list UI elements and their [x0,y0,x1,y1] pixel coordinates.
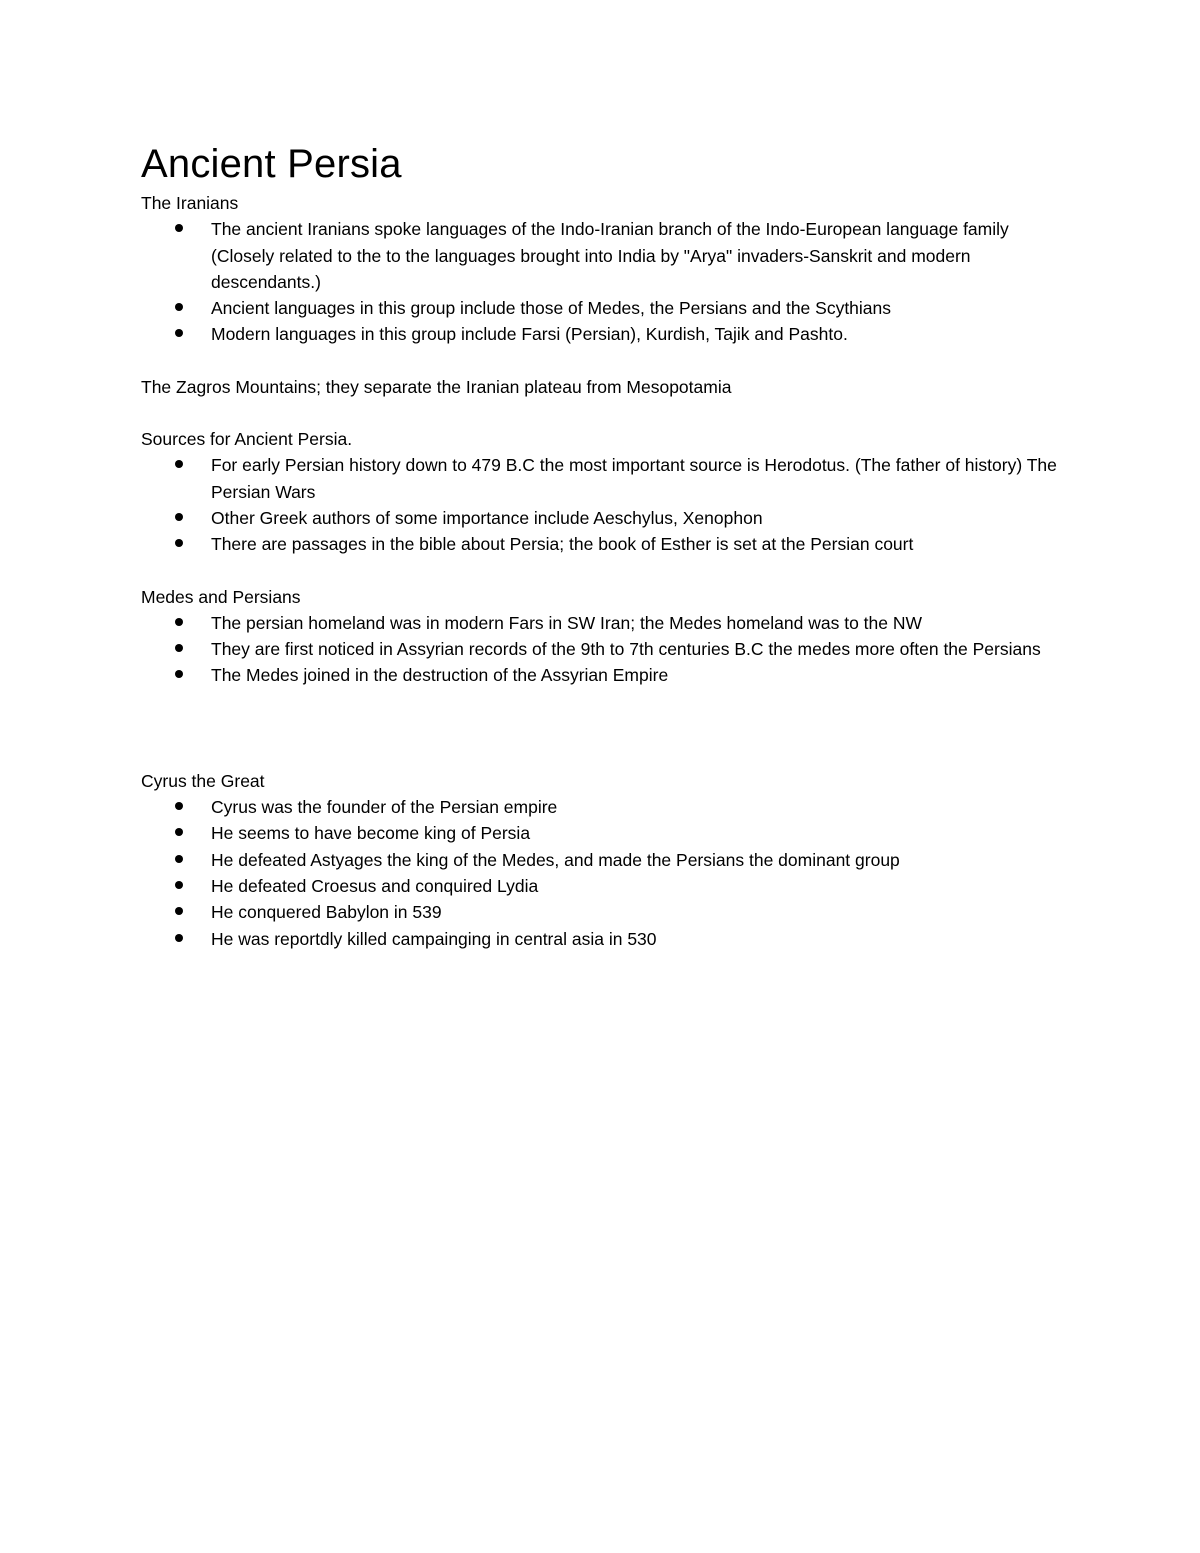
list-item [141,662,1071,688]
list-item-text: The Medes joined in the destruction of the Assyrian Empire [211,665,669,686]
blank-line [141,348,1071,374]
list-item-text: He defeated Croesus and conquired Lydia [211,875,539,896]
bullet-icon [175,460,183,468]
bullet-icon [175,513,183,521]
list-item-text: He seems to have become king of Persia [211,823,531,844]
list-item-text: He was reportdly killed campainging in central asia in 530 [211,928,657,949]
list-item-text: Ancient languages in this group include those of Medes, the Persians and the Scythians [211,298,892,319]
list-item-text: Modern languages in this group include Farsi (Persian), Kurdish, Tajik and Pashto. [211,324,848,345]
bullet-icon [175,618,183,626]
bullet-icon [175,329,183,337]
section-heading: Medes and Persians [141,586,301,607]
list-item [141,926,1071,952]
section-sources [141,426,1071,557]
blank-line [141,400,1071,426]
bullet-icon [175,644,183,652]
bullet-icon [175,907,183,915]
bullet-icon [175,934,183,942]
bullet-list [141,452,1071,557]
list-item-text: For early Persian history down to 479 B.C the most important source is Herodotus. (The father of history) The Persian Wars [211,455,1057,502]
list-item [141,452,1071,505]
blank-line [141,558,1071,584]
zagros-paragraph: The Zagros Mountains; they separate the Iranian plateau from Mesopotamia [141,376,732,397]
list-item-text: The persian homeland was in modern Fars in SW Iran; the Medes homeland was to the NW [211,612,923,633]
list-item-text: He defeated Astyages the king of the Medes, and made the Persians the dominant group [211,849,900,870]
list-item [141,295,1071,321]
list-item [141,610,1071,636]
bullet-icon [175,303,183,311]
bullet-list [141,794,1071,952]
list-item-text: They are first noticed in Assyrian records of the 9th to 7th centuries B.C the medes more often the Persians [211,639,1041,660]
bullet-list [141,610,1071,689]
section-cyrus [141,768,1071,952]
section-heading: Cyrus the Great [141,770,265,791]
blank-lines [141,689,1071,768]
section-iranians [141,190,1071,348]
document-body [141,138,1071,952]
bullet-icon [175,670,183,678]
document-title: Ancient Persia [141,142,402,186]
list-item [141,531,1071,557]
list-item [141,505,1071,531]
section-heading: The Iranians [141,193,239,213]
section-heading: Sources for Ancient Persia. [141,429,353,450]
list-item [141,794,1071,820]
list-item-text: There are passages in the bible about Persia; the book of Esther is set at the Persian court [211,534,914,555]
bullet-list [141,216,1071,347]
list-item [141,873,1071,899]
bullet-icon [175,224,183,232]
list-item [141,216,1071,295]
bullet-icon [175,802,183,810]
list-item [141,847,1071,873]
list-item-text: The ancient Iranians spoke languages of the Indo-Iranian branch of the Indo-European language family (Closely related to the to the languages brought into India by "Arya" invaders-Sanskrit and modern descendants.) [211,219,1009,292]
section-medes [141,584,1071,689]
list-item [141,820,1071,846]
list-item [141,636,1071,662]
list-item [141,899,1071,925]
list-item [141,321,1071,347]
bullet-icon [175,539,183,547]
bullet-icon [175,881,183,889]
list-item-text: He conquered Babylon in 539 [211,902,442,923]
bullet-icon [175,855,183,863]
list-item-text: Other Greek authors of some importance include Aeschylus, Xenophon [211,507,763,528]
bullet-icon [175,828,183,836]
list-item-text: Cyrus was the founder of the Persian empire [211,797,558,818]
